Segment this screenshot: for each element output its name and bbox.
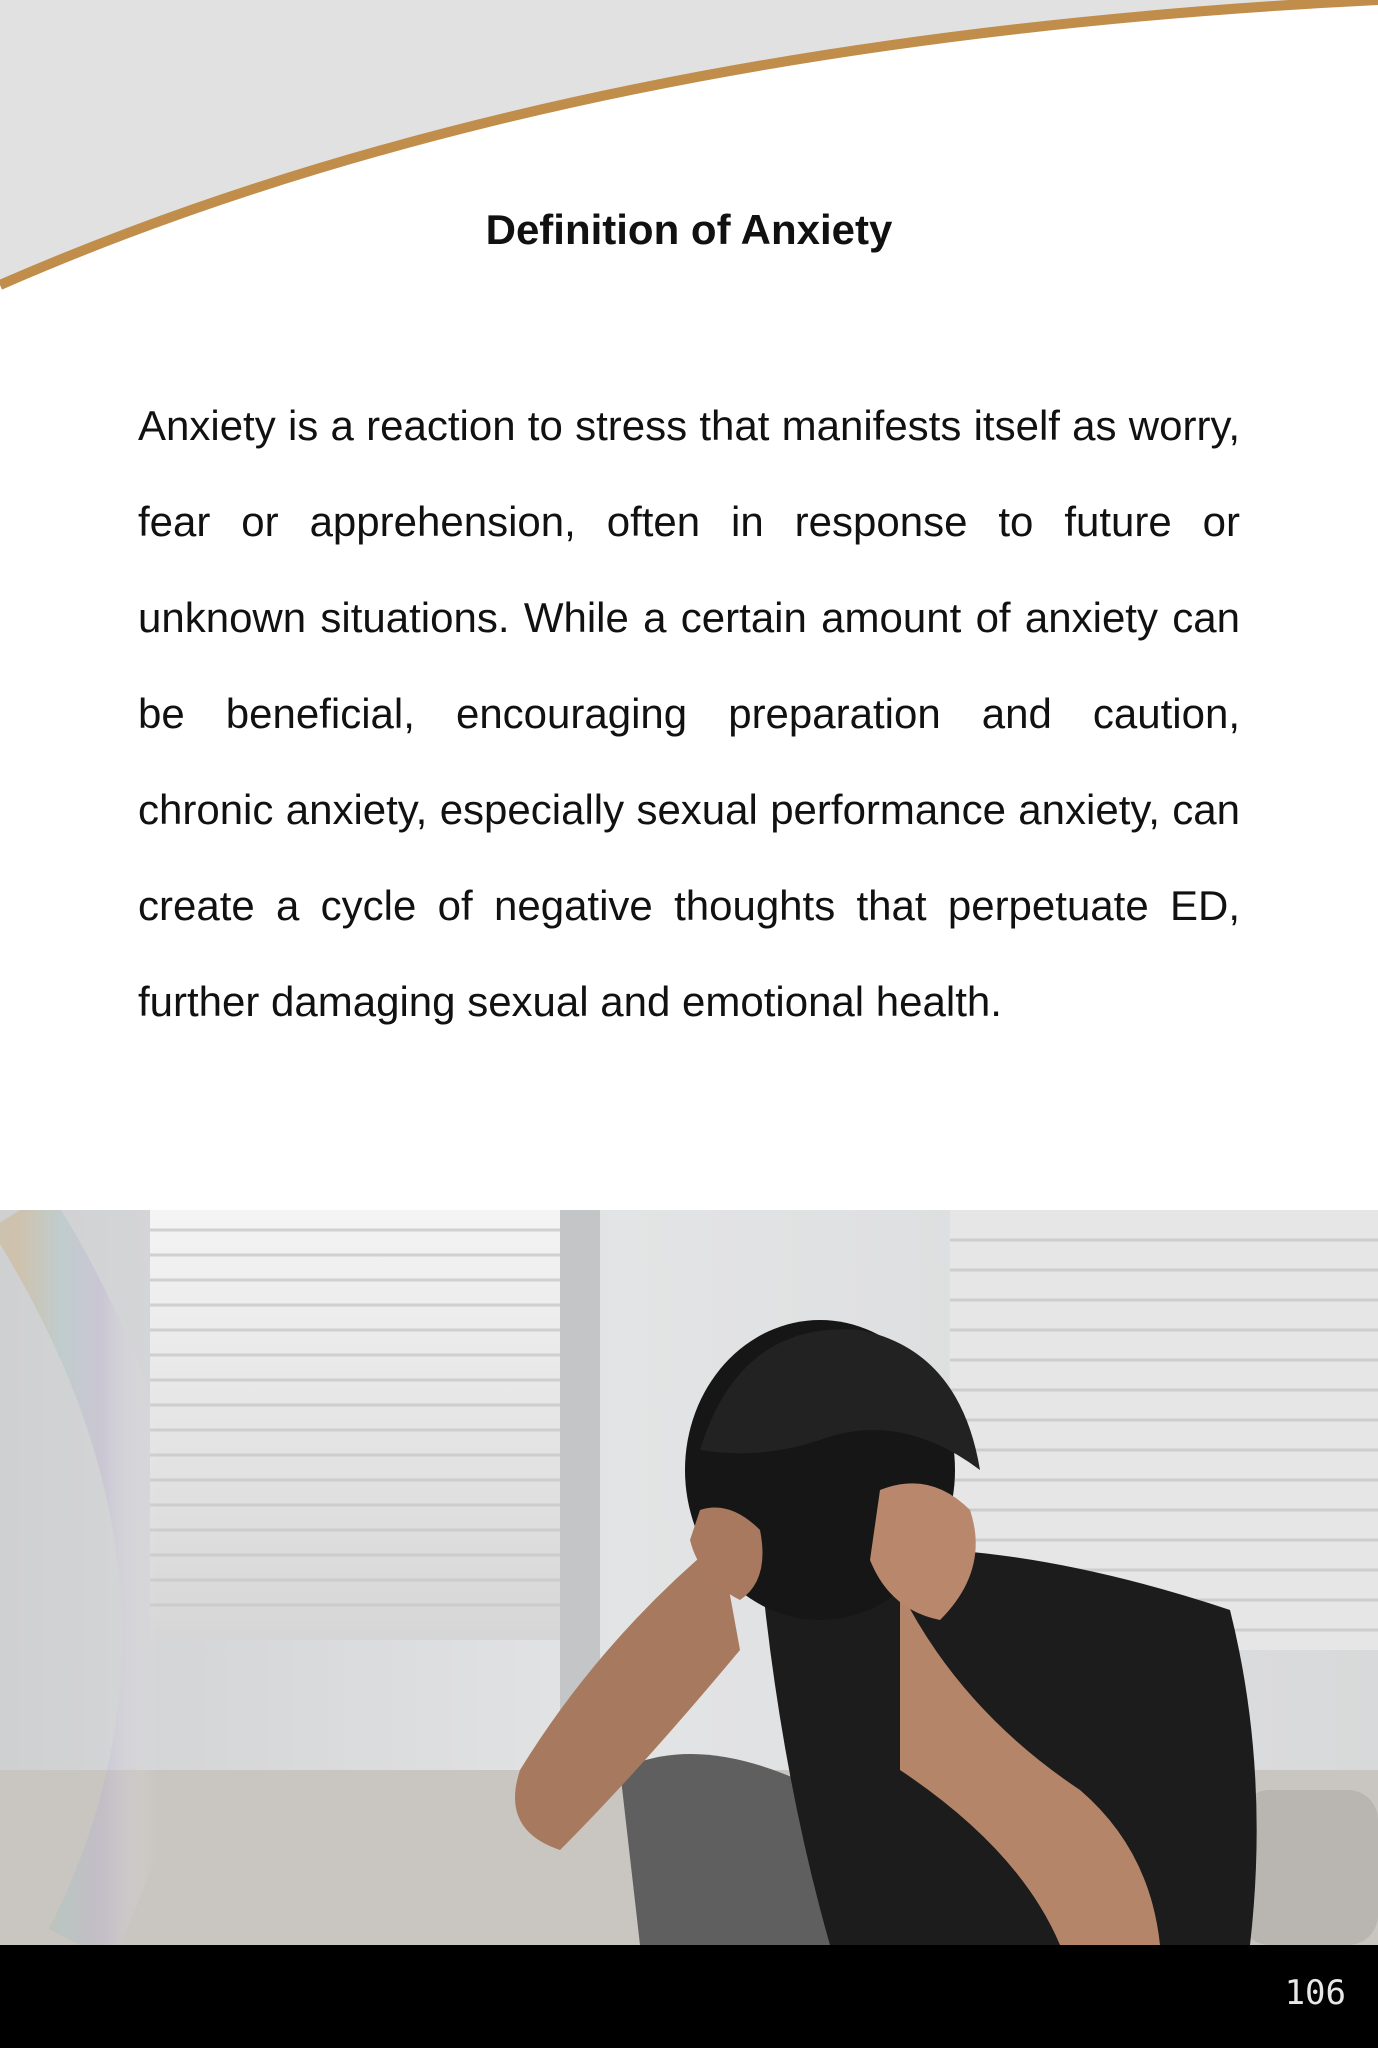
header-swoosh-decoration — [0, 0, 1378, 300]
photo-man-holding-head-icon — [0, 1210, 1378, 1945]
anxiety-photo — [0, 1210, 1378, 1945]
page-heading: Definition of Anxiety — [485, 206, 893, 253]
body-paragraph: Anxiety is a reaction to stress that manifests itself as worry, fear or apprehension, often in response to future or unknown situations. While a certain amount of anxiety can be beneficial, encouraging preparation and caution, chronic anxiety, especially sexual performance anxiety, can create a cycle of negative thoughts that perpetuate ED, further damaging sexual and emotional health. — [138, 402, 1240, 1025]
footer-bar — [0, 1945, 1378, 2048]
page-number: 106 — [1284, 1973, 1346, 2013]
